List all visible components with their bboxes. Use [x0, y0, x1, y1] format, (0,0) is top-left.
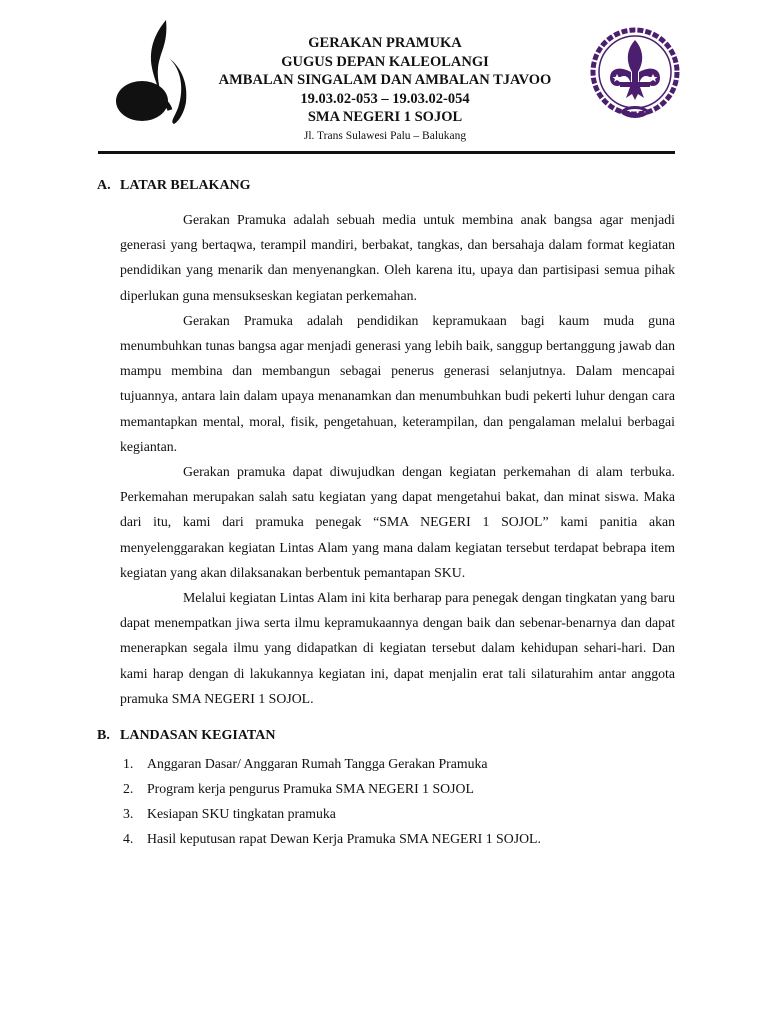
section-a-title: LATAR BELAKANG: [120, 178, 251, 193]
gugus-depan: GUGUS DEPAN KALEOLANGI: [281, 53, 489, 70]
gudep-numbers: 19.03.02-053 – 19.03.02-054: [300, 90, 470, 107]
header-divider: [98, 151, 675, 154]
document-body: [97, 177, 675, 851]
school-address: Jl. Trans Sulawesi Palu – Balukang: [303, 129, 467, 142]
paragraph: Gerakan pramuka dapat diwujudkan dengan kegiatan perkemahan di alam terbuka. Perkemahan merupakan salah satu kegiatan yang dapat mengetahui bakat, dan minat siswa. Maka dari itu, kami dari pramuka penegak “SMA NEGERI 1 SOJOL” kami panitia akan menyelenggarakan kegiatan Lintas Alam yang mana dalam kegiatan tersebut terdapat bebrapa item kegiatan yang akan dilaksanakan berbentuk pemantapan SKU.: [120, 464, 675, 580]
section-a-letter: A.: [97, 178, 111, 193]
paragraph: Gerakan Pramuka adalah pendidikan kepramukaan bagi kaum muda guna menumbuhkan tunas bangsa agar menjadi generasi yang lebih baik, sanggup bertanggung jawab dan mampu membina dan membangun sebagai penerus generasi selanjutnya. Dalam mencapai tujuannya, antara lain dalam upaya menanamkan dan menumbuhkan budi pekerti luhur dengan cara memantapkan mental, moral, fisik, pengetahuan, keterampilan, dan pengalaman melalui berbagai kegiantan.: [120, 312, 675, 454]
school-name: SMA NEGERI 1 SOJOL: [307, 109, 463, 125]
list-item-number: 3.: [123, 806, 134, 822]
letterhead: [190, 34, 580, 144]
list-item: [97, 751, 675, 776]
tunas-kelapa-icon: [112, 18, 188, 126]
list-item: [97, 801, 675, 826]
ambalan-names: AMBALAN SINGALAM DAN AMBALAN TJAVOO: [218, 72, 552, 88]
landasan-list: [97, 751, 675, 851]
list-item-text: Anggaran Dasar/ Anggaran Rumah Tangga Gerakan Pramuka: [147, 756, 488, 772]
list-item-text: Hasil keputusan rapat Dewan Kerja Pramuka SMA NEGERI 1 SOJOL.: [147, 831, 541, 847]
list-item-text: Kesiapan SKU tingkatan pramuka: [147, 806, 336, 822]
list-item: [97, 776, 675, 801]
section-b-heading: [97, 727, 675, 745]
section-a-heading: [97, 177, 675, 195]
fleur-de-lis-emblem-icon: [586, 26, 684, 128]
paragraph: Melalui kegiatan Lintas Alam ini kita berharap para penegak dengan tingkatan yang baru dapat menempatkan jiwa serta ilmu kepramukaannya dengan baik dan sebenar-benarnya dan dapat menerapkan segala ilmu yang didapatkan di kegiatan tersebut dalam kehidupan sehari-hari. Dan kami harap dengan di lakukannya kegiatan ini, dapat menjalin erat tali silaturahim antar anggota pramuka SMA NEGERI 1 SOJOL.: [120, 590, 675, 706]
list-item-number: 4.: [123, 831, 134, 847]
section-b-title: LANDASAN KEGIATAN: [120, 728, 276, 744]
list-item: [97, 826, 675, 851]
list-item-text: Program kerja pengurus Pramuka SMA NEGERI 1 SOJOL: [147, 781, 474, 797]
list-item-number: 2.: [123, 781, 134, 797]
section-b-letter: B.: [97, 728, 110, 744]
list-item-number: 1.: [123, 756, 134, 772]
paragraph: Gerakan Pramuka adalah sebuah media untuk membina anak bangsa agar menjadi generasi yang bertaqwa, terampil mandiri, berbakat, tangkas, dan bersahaja dalam format kegiatan pendidikan yang menarik dan menyenangkan. Oleh karena itu, upaya dan partisipasi semua pihak diperlukan guna mensukseskan kegiatan perkemahan.: [120, 212, 675, 303]
org-name: GERAKAN PRAMUKA: [308, 35, 462, 51]
